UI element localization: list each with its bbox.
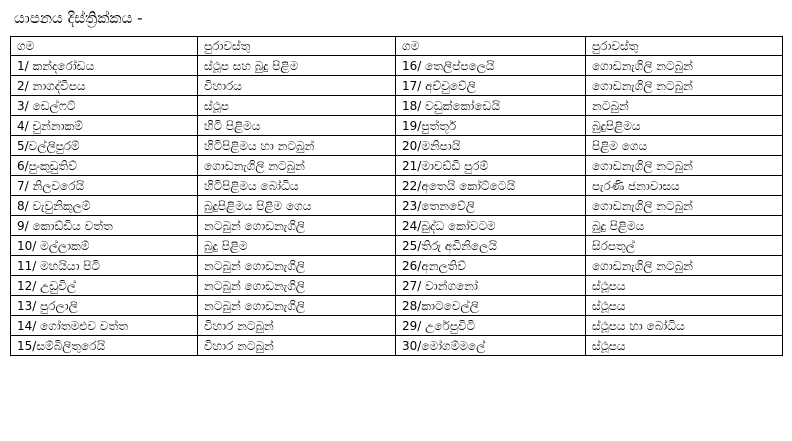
village-cell: 11/ මහයියා පිටි: [11, 256, 198, 276]
antiquities-cell: නටබුන් ගොඩනැගිලි: [198, 256, 396, 276]
village-cell: 26/අනලතිව්: [396, 256, 586, 276]
antiquities-table: [10, 36, 783, 356]
village-cell: 13/ පුරලාලි: [11, 296, 198, 316]
antiquities-cell: ගොඩනැගිලි නටබුන්: [586, 256, 783, 276]
antiquities-cell: නටබුන්: [586, 96, 783, 116]
antiquities-cell: ස්ථූප සහ බුදු පිළිම: [198, 56, 396, 76]
antiquities-cell: සිරපතුල්: [586, 236, 783, 256]
antiquities-cell: නටබුන් ගොඩනැගිලි: [198, 296, 396, 316]
antiquities-cell: ස්ථූපය: [586, 276, 783, 296]
document-title: යාපනය දිස්ත්‍රික්කය -: [14, 9, 143, 27]
table-row: [11, 136, 783, 156]
column-header-village: ගම: [11, 37, 198, 56]
village-cell: 17/ අච්චුවේලි: [396, 76, 586, 96]
village-cell: 2/ නාගද්වීපය: [11, 76, 198, 96]
village-cell: 21/මාවඩ්ඩි පුරම්: [396, 156, 586, 176]
table-row: [11, 56, 783, 76]
village-cell: 4/ චුන්නාකම්: [11, 116, 198, 136]
village-cell: 20/මනිපායි: [396, 136, 586, 156]
column-header-antiquities: පුරාවස්තු: [198, 37, 396, 56]
antiquities-cell: ගොඩනැගිලි නටබුන්: [586, 156, 783, 176]
village-cell: 22/අතෙයි කෝට්ටෙයි: [396, 176, 586, 196]
village-cell: 28/කාටවෙල්ලි: [396, 296, 586, 316]
table-row: [11, 96, 783, 116]
village-cell: 8/ වැවුනිකුලම්: [11, 196, 198, 216]
village-cell: 25/තිරු අඩිනිලෙයි: [396, 236, 586, 256]
village-cell: 14/ ගෝතමඑව වත්ත: [11, 316, 198, 336]
table-row: [11, 176, 783, 196]
antiquities-cell: ස්ථූප: [198, 96, 396, 116]
village-cell: 15/සම්බිලිතුරෙයි: [11, 336, 198, 356]
village-cell: 24/බුද්ධ කෝවටම: [396, 216, 586, 236]
antiquities-cell: ගොඩනැගිලි නටබුන්: [586, 76, 783, 96]
village-cell: 29/ උරේපුවිටි: [396, 316, 586, 336]
village-cell: 6/පුංකුඩුතිව්: [11, 156, 198, 176]
column-header-antiquities: පුරාවස්තු: [586, 37, 783, 56]
antiquities-cell: නටබුන් ගොඩනැගිලි: [198, 216, 396, 236]
antiquities-cell: හිටිපිළිමය හා නටබුන්: [198, 136, 396, 156]
table-row: [11, 156, 783, 176]
village-cell: 1/ කන්දරෝඩය: [11, 56, 198, 76]
table-row: [11, 116, 783, 136]
antiquities-cell: පිළිම ගෙය: [586, 136, 783, 156]
table-row: [11, 236, 783, 256]
village-cell: 9/ කොඩ්ඩිය වත්ත: [11, 216, 198, 236]
village-cell: 27/ වාන්ගනෝ: [396, 276, 586, 296]
table-row: [11, 276, 783, 296]
table-row: [11, 316, 783, 336]
antiquities-cell: විහාර නටබුන්: [198, 316, 396, 336]
village-cell: 18/ වඩුක්කෝඩෙයි: [396, 96, 586, 116]
antiquities-cell: විහාර නටබුන්: [198, 336, 396, 356]
antiquities-cell: හිටිපිළිමය බෝධිය: [198, 176, 396, 196]
village-cell: 3/ ඩෙල්ෆට්: [11, 96, 198, 116]
column-header-village: ගම: [396, 37, 586, 56]
table-row: [11, 256, 783, 276]
table-row: [11, 76, 783, 96]
antiquities-cell: නටබුන් ගොඩනැගිලි: [198, 276, 396, 296]
village-cell: 30/මෝගම්මලේ: [396, 336, 586, 356]
village-cell: 5/වල්ලිපුරම්: [11, 136, 198, 156]
village-cell: 23/තෙනවේලි: [396, 196, 586, 216]
antiquities-cell: ස්ථූපය හා බෝධිය: [586, 316, 783, 336]
table-header-row: [11, 37, 783, 56]
antiquities-cell: ගොඩනැගිලි නටබුන්: [586, 56, 783, 76]
village-cell: 19/පුත්තූර්: [396, 116, 586, 136]
table-row: [11, 336, 783, 356]
antiquities-cell: ස්ථූපය: [586, 336, 783, 356]
antiquities-cell: ගොඩනැගිලි නටබුන්: [586, 196, 783, 216]
antiquities-cell: බුදුපිළිමය පිළිම ගෙය: [198, 196, 396, 216]
table-row: [11, 216, 783, 236]
village-cell: 12/ උඩුවිල්: [11, 276, 198, 296]
antiquities-cell: බුදු පිළිමය: [586, 216, 783, 236]
antiquities-cell: පැරණි ජනාවාසය: [586, 176, 783, 196]
antiquities-cell: විහාරය: [198, 76, 396, 96]
antiquities-cell: බුදුපිළිමය: [586, 116, 783, 136]
table-row: [11, 296, 783, 316]
village-cell: 7/ නිලවරෙයි: [11, 176, 198, 196]
village-cell: 16/ තෙලිප්පලෙයි: [396, 56, 586, 76]
antiquities-cell: බුදු පිළිම: [198, 236, 396, 256]
antiquities-cell: හිටි පිළිමය: [198, 116, 396, 136]
antiquities-cell: ගොඩනැගිලි නටබුන්: [198, 156, 396, 176]
table-row: [11, 196, 783, 216]
table-body: [11, 56, 783, 356]
village-cell: 10/ මල්ලාකම්: [11, 236, 198, 256]
antiquities-cell: ස්ථූපය: [586, 296, 783, 316]
